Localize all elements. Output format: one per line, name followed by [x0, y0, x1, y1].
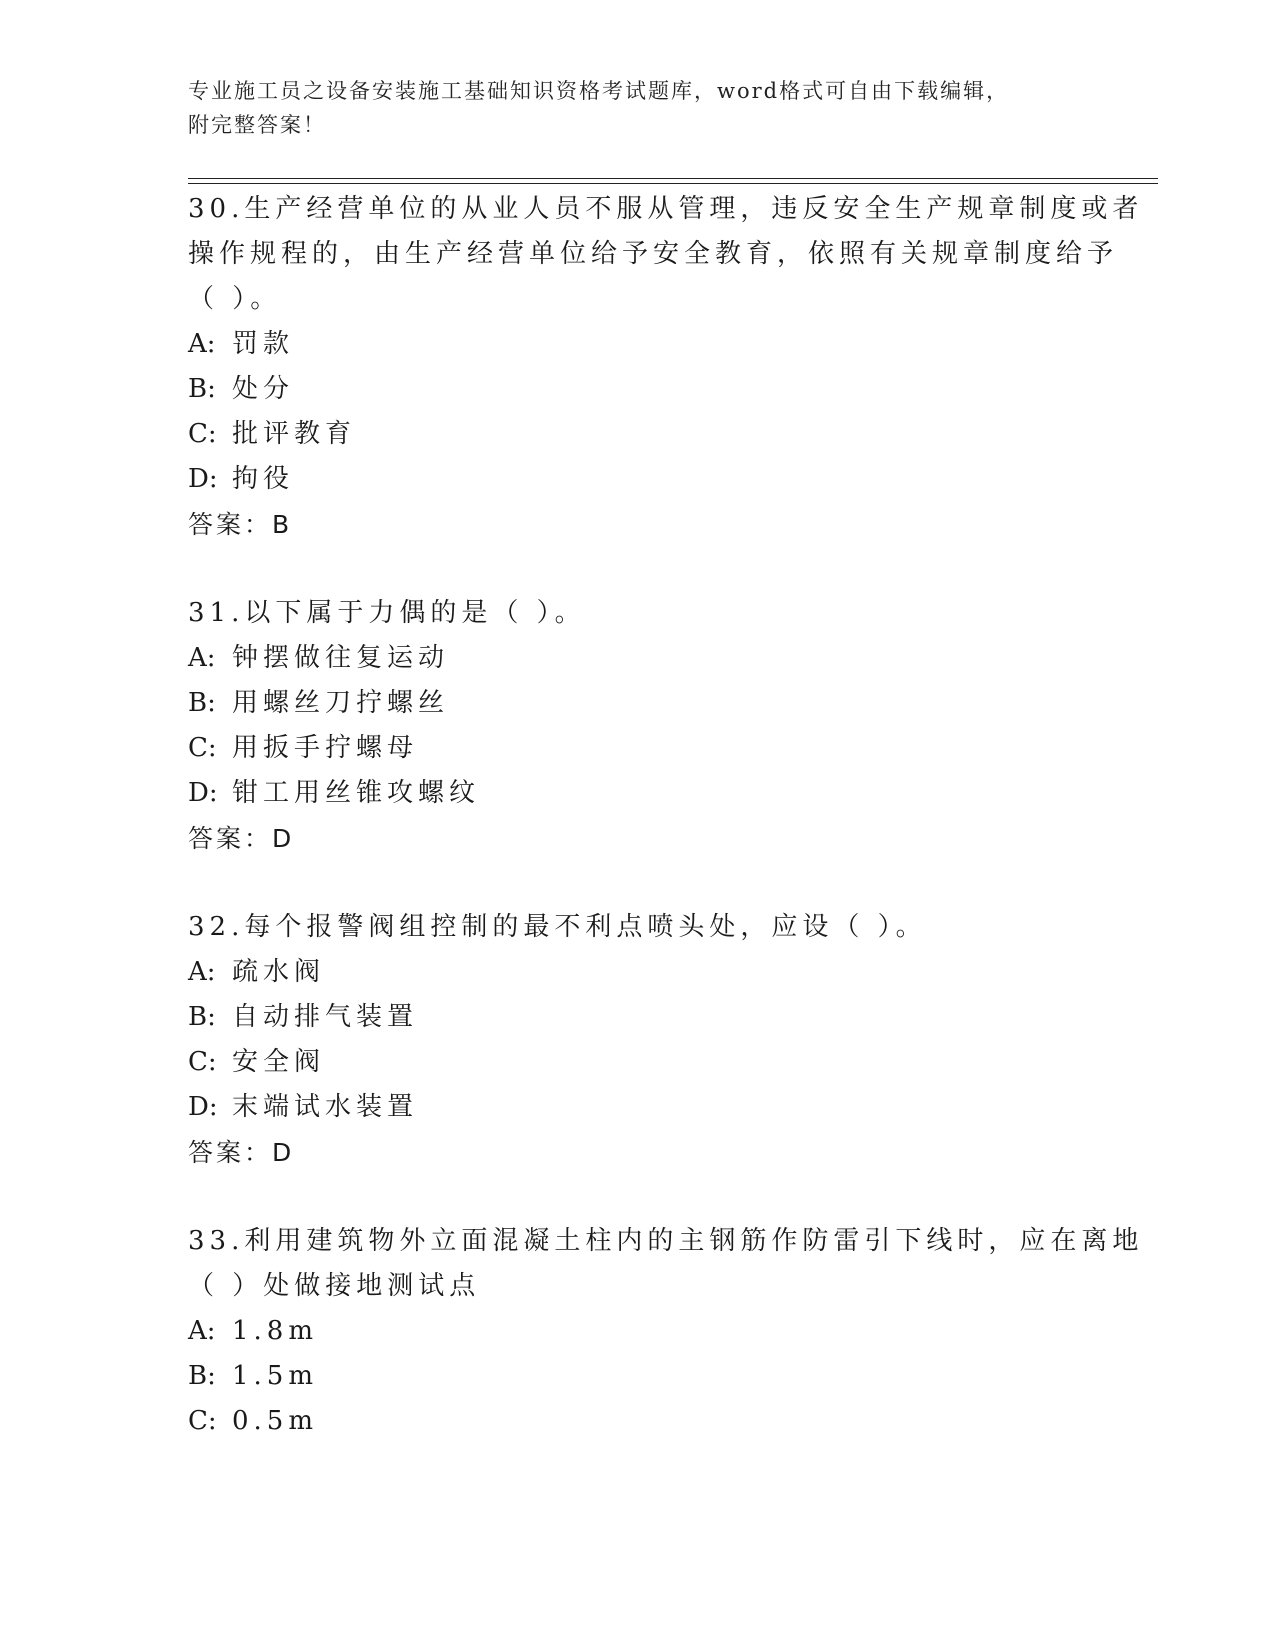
- option-b: [188, 681, 1108, 726]
- question-30: [188, 187, 1144, 547]
- question-text-line: 33.利用建筑物外立面混凝土柱内的主钢筋作防雷引下线时，应在离地: [188, 1226, 1144, 1256]
- option-text: 拘役: [232, 464, 295, 494]
- option-key: B:: [188, 374, 216, 404]
- question-text-line: 32.每个报警阀组控制的最不利点喷头处，应设（ ）。: [188, 912, 927, 942]
- option-b: [188, 367, 1108, 412]
- question-text-line: （ ）。: [188, 284, 282, 314]
- option-key: C:: [188, 733, 217, 763]
- option-key: A:: [188, 957, 216, 987]
- option-text: 疏水阀: [232, 957, 326, 987]
- option-key: C:: [188, 1406, 217, 1436]
- question-text: [188, 1219, 1144, 1309]
- question-33: [188, 1219, 1144, 1444]
- option-c: [188, 412, 1108, 457]
- option-text: 自动排气装置: [232, 1002, 419, 1032]
- question-text-line: 30.生产经营单位的从业人员不服从管理，违反安全生产规章制度或者: [188, 194, 1144, 224]
- question-list: [188, 187, 1144, 1488]
- option-text: 处分: [232, 374, 295, 404]
- option-a: [188, 636, 1108, 681]
- option-key: D:: [188, 1092, 218, 1122]
- option-text: 0.5m: [232, 1406, 319, 1436]
- option-text: 钟摆做往复运动: [232, 643, 450, 673]
- option-text: 批评教育: [232, 419, 357, 449]
- option-c: [188, 1399, 1108, 1444]
- question-text-line: （ ）处做接地测试点: [188, 1271, 481, 1301]
- option-key: B:: [188, 1002, 216, 1032]
- document-header: [188, 74, 1088, 142]
- option-key: C:: [188, 419, 217, 449]
- option-text: 用螺丝刀拧螺丝: [232, 688, 450, 718]
- option-b: [188, 995, 1108, 1040]
- option-text: 罚款: [232, 329, 295, 359]
- question-text: [188, 187, 1144, 322]
- option-d: [188, 1085, 1108, 1130]
- question-31: [188, 591, 1108, 861]
- option-d: [188, 771, 1108, 816]
- option-text: 安全阀: [232, 1047, 326, 1077]
- option-a: [188, 950, 1108, 995]
- question-text-line: 操作规程的，由生产经营单位给予安全教育，依照有关规章制度给予: [188, 239, 1119, 269]
- option-key: B:: [188, 1361, 216, 1391]
- header-divider-bottom: [188, 183, 1158, 184]
- header-line-2: 附完整答案！: [188, 113, 326, 137]
- option-key: A:: [188, 1316, 216, 1346]
- option-b: [188, 1354, 1108, 1399]
- option-a: [188, 1309, 1108, 1354]
- option-text: 1.8m: [232, 1316, 319, 1346]
- option-text: 钳工用丝锥攻螺纹: [232, 778, 481, 808]
- option-key: A:: [188, 329, 216, 359]
- option-key: C:: [188, 1047, 217, 1077]
- question-text: [188, 905, 1108, 950]
- question-32: [188, 905, 1108, 1175]
- question-text-line: 31.以下属于力偶的是（ ）。: [188, 598, 586, 628]
- option-text: 末端试水装置: [232, 1092, 419, 1122]
- option-key: B:: [188, 688, 216, 718]
- option-text: 1.5m: [232, 1361, 319, 1391]
- option-key: D:: [188, 778, 218, 808]
- header-line-1: 专业施工员之设备安装施工基础知识资格考试题库，word格式可自由下载编辑，: [188, 79, 1010, 103]
- question-text: [188, 591, 1108, 636]
- option-c: [188, 726, 1108, 771]
- header-divider-top: [188, 178, 1158, 179]
- option-key: D:: [188, 464, 218, 494]
- option-c: [188, 1040, 1108, 1085]
- answer-label: 答案：D: [188, 1138, 295, 1167]
- option-a: [188, 322, 1108, 367]
- answer-label: 答案：B: [188, 510, 293, 539]
- option-text: 用扳手拧螺母: [232, 733, 419, 763]
- option-d: [188, 457, 1108, 502]
- option-key: A:: [188, 643, 216, 673]
- answer-label: 答案：D: [188, 824, 295, 853]
